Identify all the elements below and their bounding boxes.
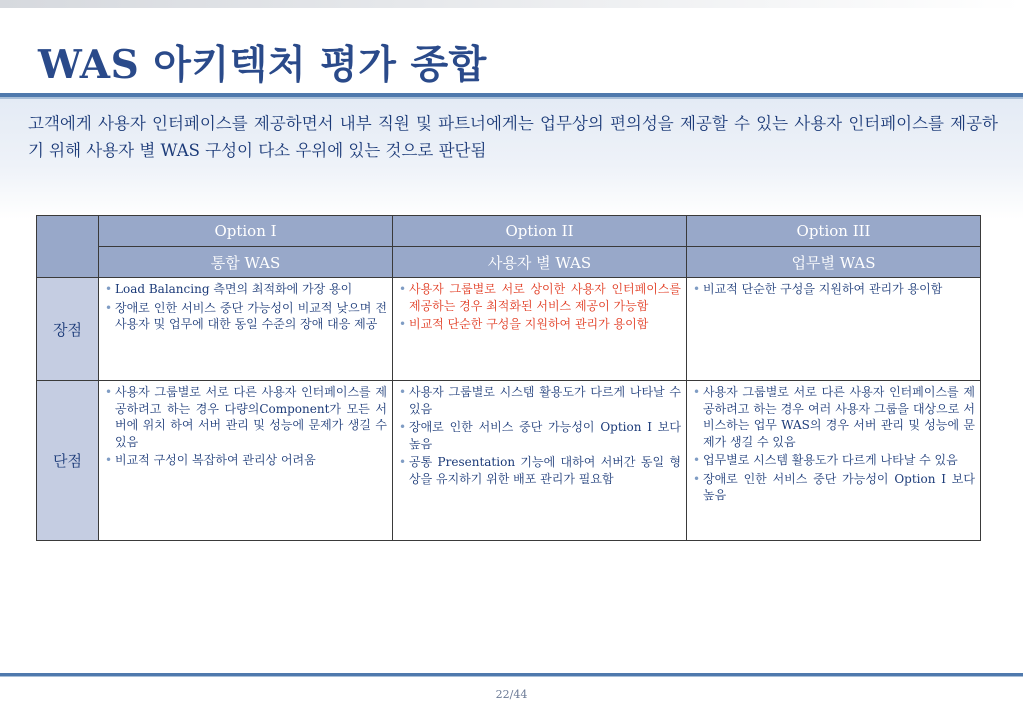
comparison-table xyxy=(36,215,981,541)
bullet-item: • 사용자 그룹별로 서로 다른 사용자 인터페이스를 제공하려고 하는 경우 다량의Component가 모든 서버에 위치 하여 서버 관리 및 성능에 문제가 생길 수 있음 xyxy=(104,384,387,450)
option-2-label: Option II xyxy=(393,216,687,247)
bullet-item: • 사용자 그룹별로 서로 상이한 사용자 인터페이스를 제공하는 경우 최적화된 서비스 제공이 가능함 xyxy=(398,281,681,314)
bullet-item: • 비교적 구성이 복잡하여 관리상 어려움 xyxy=(104,452,387,469)
option-3-disadvantages xyxy=(687,381,981,541)
top-decorative-strip xyxy=(0,0,1023,8)
advantages-row xyxy=(37,278,981,381)
option-1-name: 통합 WAS xyxy=(99,247,393,278)
bullet-item: • 장애로 인한 서비스 중단 가능성이 Option I 보다 높음 xyxy=(398,419,681,452)
option-name-row xyxy=(37,247,981,278)
bullet-item: • 사용자 그룹별로 시스템 활용도가 다르게 나타날 수 있음 xyxy=(398,384,681,417)
bullet-item: • 장애로 인한 서비스 중단 가능성이 비교적 낮으며 전 사용자 및 업무에 대한 동일 수준의 장애 대응 제공 xyxy=(104,300,387,333)
bullet-item: • 장애로 인한 서비스 중단 가능성이 Option I 보다 높음 xyxy=(692,471,975,504)
footer-divider-shadow xyxy=(0,676,1023,677)
option-3-name: 업무별 WAS xyxy=(687,247,981,278)
table-corner-cell xyxy=(37,216,99,278)
bullet-item: • Load Balancing 측면의 최적화에 가장 용이 xyxy=(104,281,387,298)
option-1-disadvantages xyxy=(99,381,393,541)
disadvantages-row-label: 단점 xyxy=(37,381,99,541)
page-title: WAS 아키텍처 평가 종합 xyxy=(38,42,487,88)
option-1-advantages xyxy=(99,278,393,381)
option-3-label: Option III xyxy=(687,216,981,247)
option-3-advantages xyxy=(687,278,981,381)
disadvantages-row xyxy=(37,381,981,541)
option-2-name: 사용자 별 WAS xyxy=(393,247,687,278)
bullet-item: • 비교적 단순한 구성을 지원하여 관리가 용이함 xyxy=(398,316,681,333)
bullet-item: • 비교적 단순한 구성을 지원하여 관리가 용이함 xyxy=(692,281,975,298)
page-number: 22/44 xyxy=(495,688,528,701)
option-label-row xyxy=(37,216,981,247)
bullet-item: • 공통 Presentation 기능에 대하여 서버간 동일 형상을 유지하기 위한 배포 관리가 필요함 xyxy=(398,454,681,487)
option-2-advantages xyxy=(393,278,687,381)
option-1-label: Option I xyxy=(99,216,393,247)
intro-summary: 고객에게 사용자 인터페이스를 제공하면서 내부 직원 및 파트너에게는 업무상의 편의성을 제공할 수 있는 사용자 인터페이스를 제공하기 위해 사용자 별 WAS 구성이 다소 우위에 있는 것으로 판단됨 xyxy=(28,114,998,160)
advantages-row-label: 장점 xyxy=(37,278,99,381)
bullet-item: • 사용자 그룹별로 서로 다른 사용자 인터페이스를 제공하려고 하는 경우 여러 사용자 그룹을 대상으로 서비스하는 업무 WAS의 경우 서버 관리 및 성능에 문제가 생길 수 있음 xyxy=(692,384,975,450)
option-2-disadvantages xyxy=(393,381,687,541)
bullet-item: • 업무별로 시스템 활용도가 다르게 나타날 수 있음 xyxy=(692,452,975,469)
